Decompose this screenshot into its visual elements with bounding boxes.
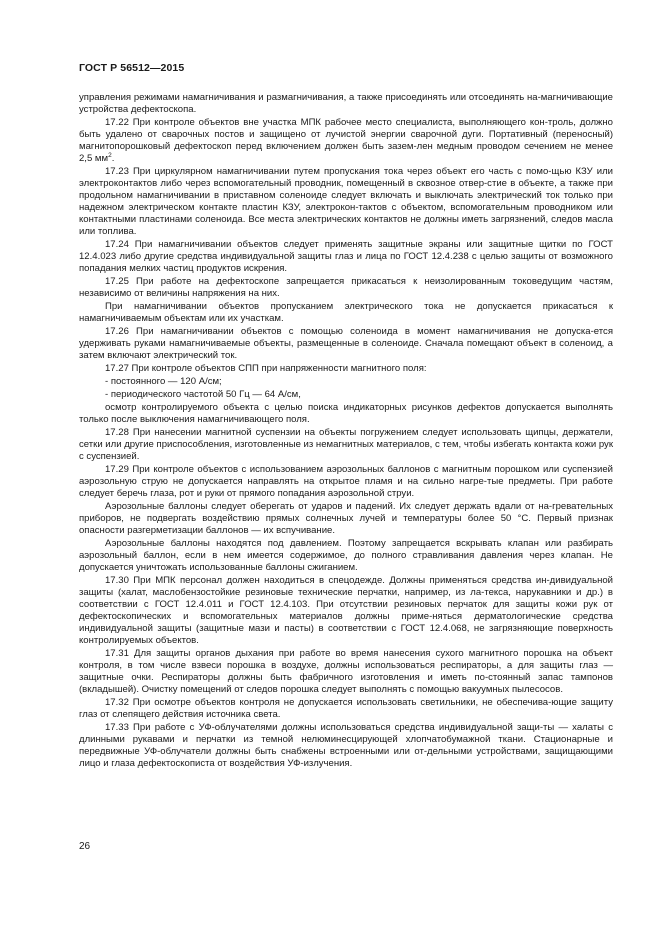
paragraph-text: 17.22 При контроле объектов вне участка МПК рабочее место специалиста, выполняющего кон-троль, должно быть удалено от сварочных постов и защищено от лучистой энергии сварочной дуги. Портативный (переносный) магнитопорошковый дефектоскоп перед включением должен быть зазем-лен медным проводом сечением не менее 2,5 мм xyxy=(79,117,613,164)
paragraph-17-28: 17.28 При нанесении магнитной суспензии на объекты погружением следует использовать щипцы, держатели, сетки или другие приспособления, изготовленные из немагнитных материалов, с тем, чтобы избегать контакта кожи рук с суспензией. xyxy=(79,427,613,462)
paragraph: управления режимами намагничивания и размагничивания, а также присоединять или отсоединять на-магничивающие устройства дефектоскопа. xyxy=(79,92,613,115)
paragraph: осмотр контролируемого объекта с целью поиска индикаторных рисунков дефектов допускается выполнять только после выключения намагничивающего поля. xyxy=(79,402,613,425)
paragraph-17-24: 17.24 При намагничивании объектов следует применять защитные экраны или защитные щитки по ГОСТ 12.4.023 либо другие средства индивидуальной защиты глаз и лица по ГОСТ 12.4.238 с целью защиты от возможного попадания мелких частиц продуктов искрения. xyxy=(79,239,613,274)
paragraph-17-31: 17.31 Для защиты органов дыхания при работе во время нанесения сухого магнитного порошка на объект контроля, в том числе взвеси порошка в воздухе, должны использоваться респираторы, а для защиты глаз — защитные очки. Респираторы должны быть фабричного изготовления и иметь по-стоянный запас тампонов (вкладышей). Очистку помещений от следов порошка следует выполнять с помощью вакуумных пылесосов. xyxy=(79,648,613,695)
list-item: - периодического частотой 50 Гц — 64 А/см, xyxy=(105,389,301,400)
paragraph-end: . xyxy=(111,153,115,164)
document-page xyxy=(79,62,613,771)
paragraph: При намагничивании объектов пропусканием электрического тока не допускается прикасаться к намагничиваемым объектам или их участкам. xyxy=(79,301,613,324)
document-body xyxy=(79,92,613,770)
paragraph-17-25: 17.25 При работе на дефектоскопе запрещается прикасаться к неизолированным токоведущим частям, независимо от величины напряжения на них. xyxy=(79,276,613,299)
paragraph: Аэрозольные баллоны следует оберегать от ударов и падений. Их следует держать вдали от на-гревательных приборов, не подвергать воздействию прямых солнечных лучей и температуры более 50 °С. Первый признак опасности разгерметизации баллонов — их вспучивание. xyxy=(79,501,613,536)
page-number: 26 xyxy=(79,841,91,852)
paragraph-17-27: 17.27 При контроле объектов СПП при напряженности магнитного поля: xyxy=(105,363,427,374)
paragraph-17-33: 17.33 При работе с УФ-облучателями должны использоваться средства индивидуальной защи-ты — халаты с длинными рукавами и перчатки из темной нелюминесцирующей хлопчатобумажной ткани. Стационарные и передвижные УФ-облучатели должны быть снабжены встроенными или от-дельными устройствами, защищающими лицо и глаза дефектоскописта от воздействия УФ-излучения. xyxy=(79,722,613,769)
paragraph-17-29: 17.29 При контроле объектов с использованием аэрозольных баллонов с магнитным порошком или суспензией аэрозольную струю не допускается направлять на открытое пламя и на сильно нагре-тые предметы. При работе следует беречь глаза, рот и руки от прямого попадания аэрозольной струи. xyxy=(79,464,613,499)
list-item: - постоянного — 120 А/см; xyxy=(105,376,222,387)
paragraph-17-22 xyxy=(79,117,613,165)
paragraph-17-32: 17.32 При осмотре объектов контроля не допускается использовать светильники, не обеспечива-ющие защиту глаз от слепящего действия источника света. xyxy=(79,697,613,720)
document-header: ГОСТ Р 56512—2015 xyxy=(79,62,185,74)
paragraph-17-30: 17.30 При МПК персонал должен находиться в спецодежде. Должны применяться средства ин-дивидуальной защиты (халат, маслобензостойкие резиновые технические перчатки, например, из ла-текса, нарукавники и др.) в соответствии с ГОСТ 12.4.011 и ГОСТ 12.4.103. При отсутствии резиновых перчаток для защиты кожи рук от дефектоскопических и вспомогательных материалов должны приме-няться дерматологические средства индивидуальной защиты (защитные мази и пасты) в соответствии с ГОСТ 12.4.068, не загрязняющие поверхность контролируемых объектов. xyxy=(79,575,613,646)
paragraph-17-23: 17.23 При циркулярном намагничивании путем пропускания тока через объект его часть с помо-щью КЗУ или электроконтактов либо через вспомогательный проводник, помещенный в сквозное отвер-стие в объекте, а также при продольном намагничивании в приставном соленоиде следует включать и выключать электрический ток только при надежном электрическом контакте пластин КЗУ, электрокон-тактов с объектом, вспомогательным проводником или контактными пластинами соленоида. Все места электрических контактов не должны иметь загрязнений, следов масла или топлива. xyxy=(79,166,613,237)
paragraph: Аэрозольные баллоны находятся под давлением. Поэтому запрещается вскрывать клапан или разбирать аэрозольный баллон, если в нем имеется содержимое, до полного стравливания давления через клапан. Не допускается уничтожать использованные баллоны сжиганием. xyxy=(79,538,613,573)
paragraph-17-26: 17.26 При намагничивании объектов с помощью соленоида в момент намагничивания не допуска-ется удерживать руками намагничиваемые объекты, размещенные в соленоиде. Сначала помещают объект в соленоид, а затем включают электрический ток. xyxy=(79,326,613,361)
superscript: 2 xyxy=(108,151,112,159)
